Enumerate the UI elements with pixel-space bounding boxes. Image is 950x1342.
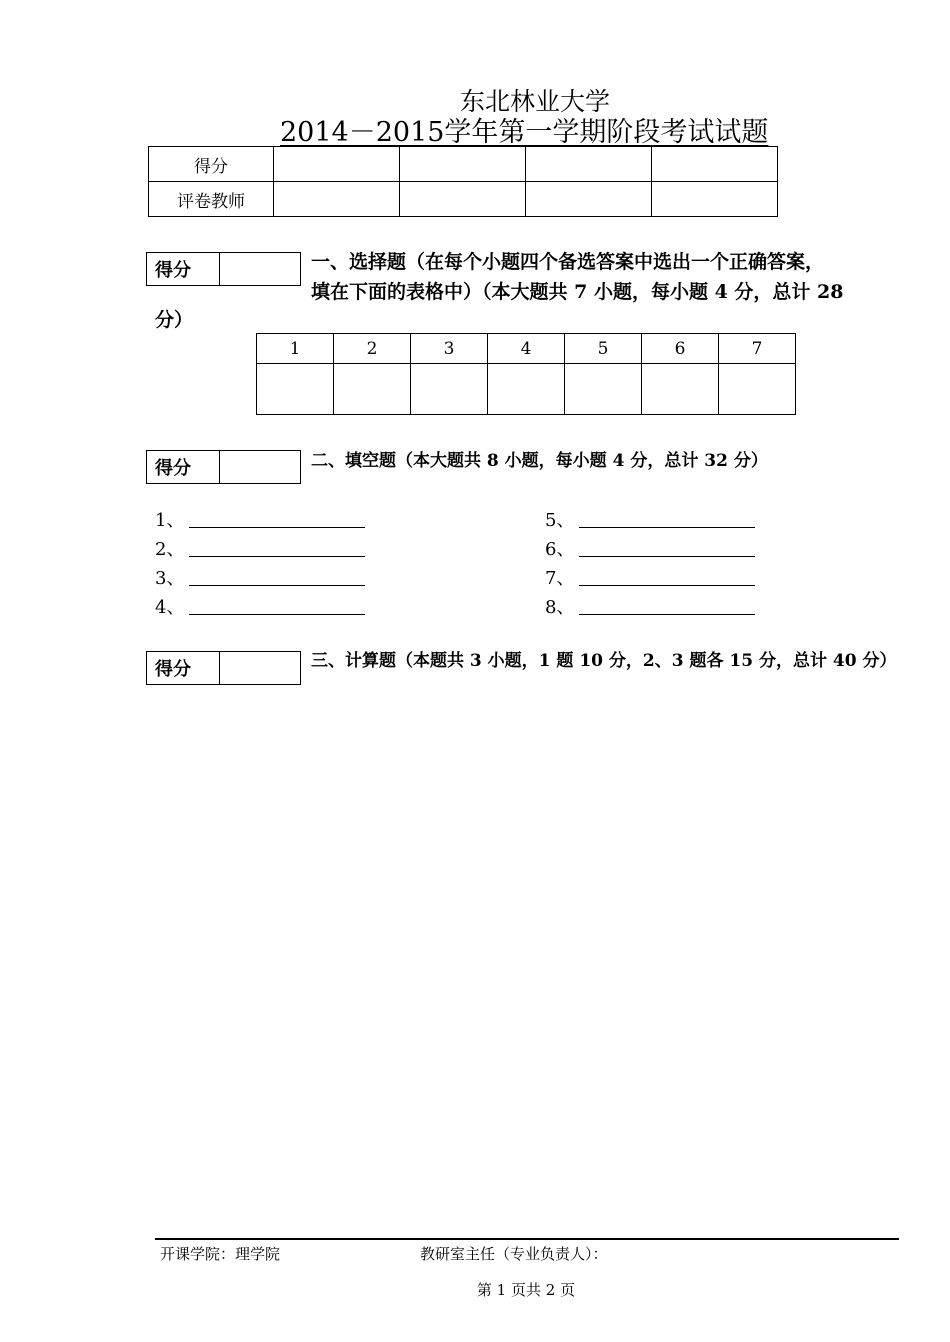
grader-cell — [652, 182, 778, 217]
university-name: 东北林业大学 — [459, 87, 610, 116]
footer-college: 开课学院：理学院 — [160, 1245, 281, 1263]
answer-table — [256, 333, 796, 415]
grader-label: 评卷教师 — [149, 182, 274, 217]
answer-number: 3 — [411, 334, 488, 364]
score-cell — [526, 147, 652, 182]
section3-score-box — [146, 651, 301, 685]
section1-heading-line1: 一、选择题（在每个小题四个备选答案中选出一个正确答案， — [311, 251, 825, 273]
answer-number: 5 — [565, 334, 642, 364]
fill-blank-item: 1、 — [155, 506, 365, 532]
section2-score-box — [146, 450, 301, 484]
footer-director: 教研室主任（专业负责人）： — [420, 1245, 608, 1263]
answer-number: 2 — [334, 334, 411, 364]
page-number: 第 1 页共 2 页 — [476, 1281, 576, 1299]
fill-blank-item: 2、 — [155, 535, 365, 561]
fill-blank-item: 5、 — [545, 506, 755, 532]
blank-line — [579, 538, 755, 557]
score-box-label: 得分 — [147, 652, 220, 685]
score-cell — [274, 147, 400, 182]
answer-box — [334, 364, 411, 415]
blank-line — [579, 596, 755, 615]
answer-number: 7 — [719, 334, 796, 364]
score-box-label: 得分 — [147, 253, 220, 286]
grader-cell — [400, 182, 526, 217]
grader-row — [149, 182, 778, 217]
fill-blank-item: 3、 — [155, 564, 365, 590]
footer-rule — [155, 1238, 899, 1240]
blank-line — [189, 596, 365, 615]
score-label: 得分 — [149, 147, 274, 182]
score-box-blank — [220, 253, 301, 286]
answer-box-row — [257, 364, 796, 415]
fill-blank-item: 6、 — [545, 535, 755, 561]
section1-heading-line3: 分） — [155, 309, 194, 331]
blank-line — [579, 509, 755, 528]
score-box-label: 得分 — [147, 451, 220, 484]
section1-score-box — [146, 252, 301, 286]
exam-title: 2014－2015学年第一学期阶段考试试题 — [280, 117, 769, 148]
fill-blank-item: 4、 — [155, 593, 365, 619]
answer-box — [642, 364, 719, 415]
section3-heading: 三、计算题（本题共 3 小题，1 题 10 分，2、3 题各 15 分，总计 40 分） — [311, 651, 897, 671]
answer-number-row — [257, 334, 796, 364]
score-box-blank — [220, 451, 301, 484]
answer-box — [257, 364, 334, 415]
score-cell — [400, 147, 526, 182]
blank-line — [189, 538, 365, 557]
score-cell — [652, 147, 778, 182]
blank-line — [189, 567, 365, 586]
score-box-blank — [220, 652, 301, 685]
answer-box — [719, 364, 796, 415]
blank-line — [189, 509, 365, 528]
score-row — [149, 147, 778, 182]
answer-box — [488, 364, 565, 415]
section2-heading: 二、填空题（本大题共 8 小题，每小题 4 分，总计 32 分） — [311, 451, 768, 471]
answer-number: 4 — [488, 334, 565, 364]
section1-heading-line2: 填在下面的表格中）（本大题共 7 小题，每小题 4 分，总计 28 — [311, 281, 844, 303]
score-summary-table — [148, 146, 778, 217]
answer-number: 6 — [642, 334, 719, 364]
blank-line — [579, 567, 755, 586]
fill-blank-item: 8、 — [545, 593, 755, 619]
grader-cell — [526, 182, 652, 217]
answer-box — [411, 364, 488, 415]
fill-blank-item: 7、 — [545, 564, 755, 590]
grader-cell — [274, 182, 400, 217]
answer-box — [565, 364, 642, 415]
answer-number: 1 — [257, 334, 334, 364]
